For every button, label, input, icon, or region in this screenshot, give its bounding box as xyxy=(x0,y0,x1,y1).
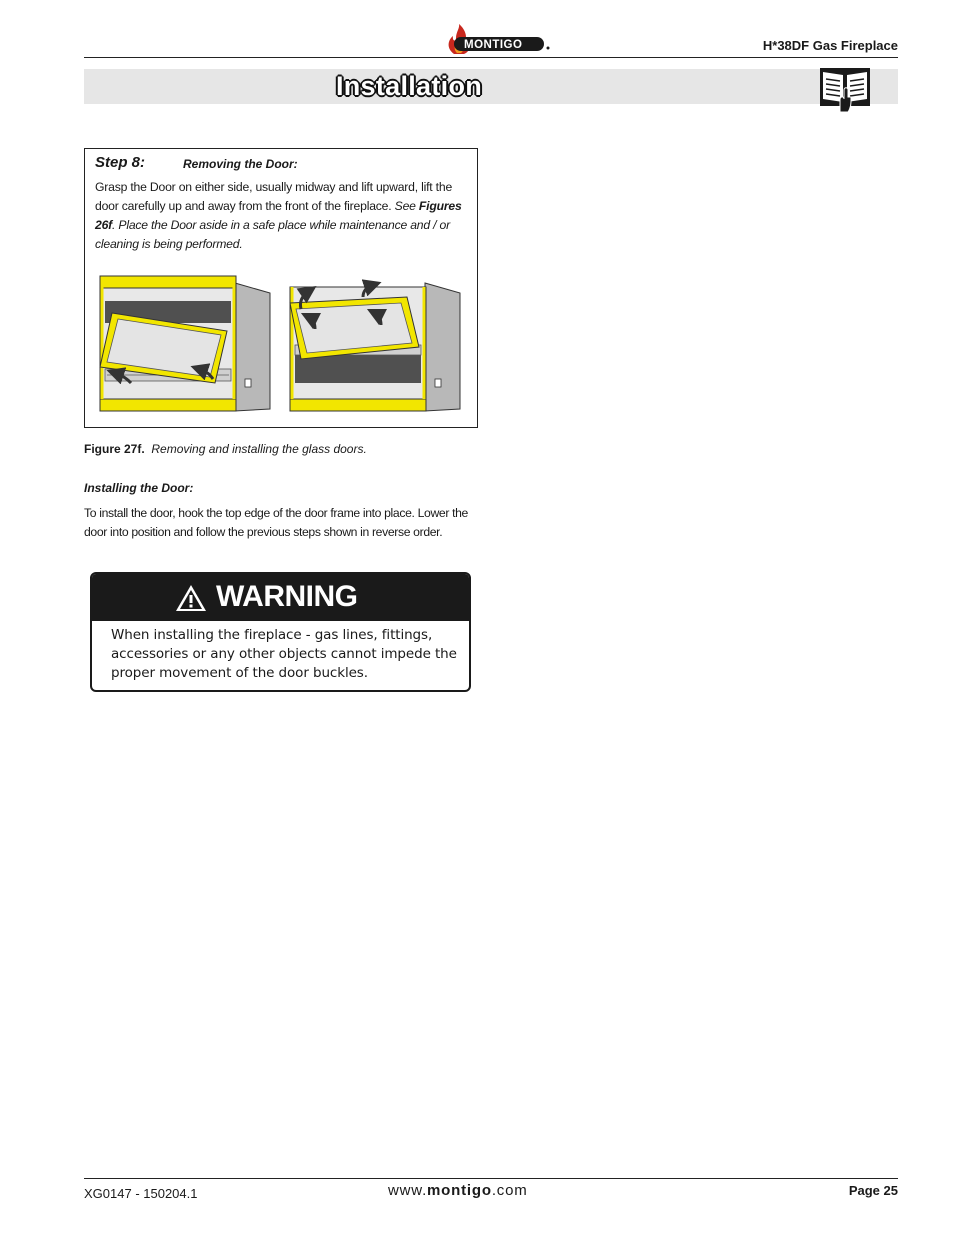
warning-title: WARNING xyxy=(216,580,358,613)
step-title: Removing the Door: xyxy=(183,157,298,171)
figure-caption xyxy=(84,442,367,456)
step-text-part-2: . Place the Door aside in a safe place while maintenance and / or cleaning is being performed. xyxy=(95,218,450,251)
install-heading: Installing the Door: xyxy=(84,481,194,495)
document-number: XG0147 - 150204.1 xyxy=(84,1186,198,1201)
step-instructions xyxy=(95,178,467,254)
page-number: Page 25 xyxy=(848,1183,898,1198)
figure-caption-text: Removing and installing the glass doors. xyxy=(151,442,367,456)
website-suffix: .com xyxy=(491,1182,528,1199)
step-8-box xyxy=(84,148,478,428)
warning-triangle-icon xyxy=(174,583,208,613)
website-url xyxy=(388,1182,528,1199)
warning-header-bar xyxy=(92,574,469,621)
door-removal-illustration xyxy=(95,273,467,419)
warning-text: When installing the fireplace - gas lines, fittings, accessories or any other objects cannot impede the proper movement of the door buckles. xyxy=(111,627,457,681)
product-name: H*38DF Gas Fireplace xyxy=(762,38,898,53)
warning-box xyxy=(90,572,471,692)
website-prefix: www. xyxy=(388,1182,428,1199)
website-brand: montigo xyxy=(427,1182,492,1199)
step-label: Step 8: xyxy=(95,154,146,171)
footer-divider xyxy=(84,1178,898,1179)
svg-text:MONTIGO: MONTIGO xyxy=(464,39,523,51)
figure-reference: Figures 26f xyxy=(95,199,462,232)
figure-number: Figure 27f. xyxy=(84,442,145,456)
manual-book-icon xyxy=(818,66,872,113)
montigo-logo xyxy=(444,24,554,56)
section-title: Installation xyxy=(335,71,483,101)
section-title-band xyxy=(84,69,898,104)
header-divider xyxy=(84,57,898,58)
step-text-see: See xyxy=(394,199,419,213)
install-instructions: To install the door, hook the top edge of the door frame into place. Lower the door into position and follow the previous steps shown in reverse order. xyxy=(84,506,468,539)
step-text-part-1: Grasp the Door on either side, usually midway and lift upward, lift the door carefully up and away from the front of the fireplace. xyxy=(95,180,453,213)
